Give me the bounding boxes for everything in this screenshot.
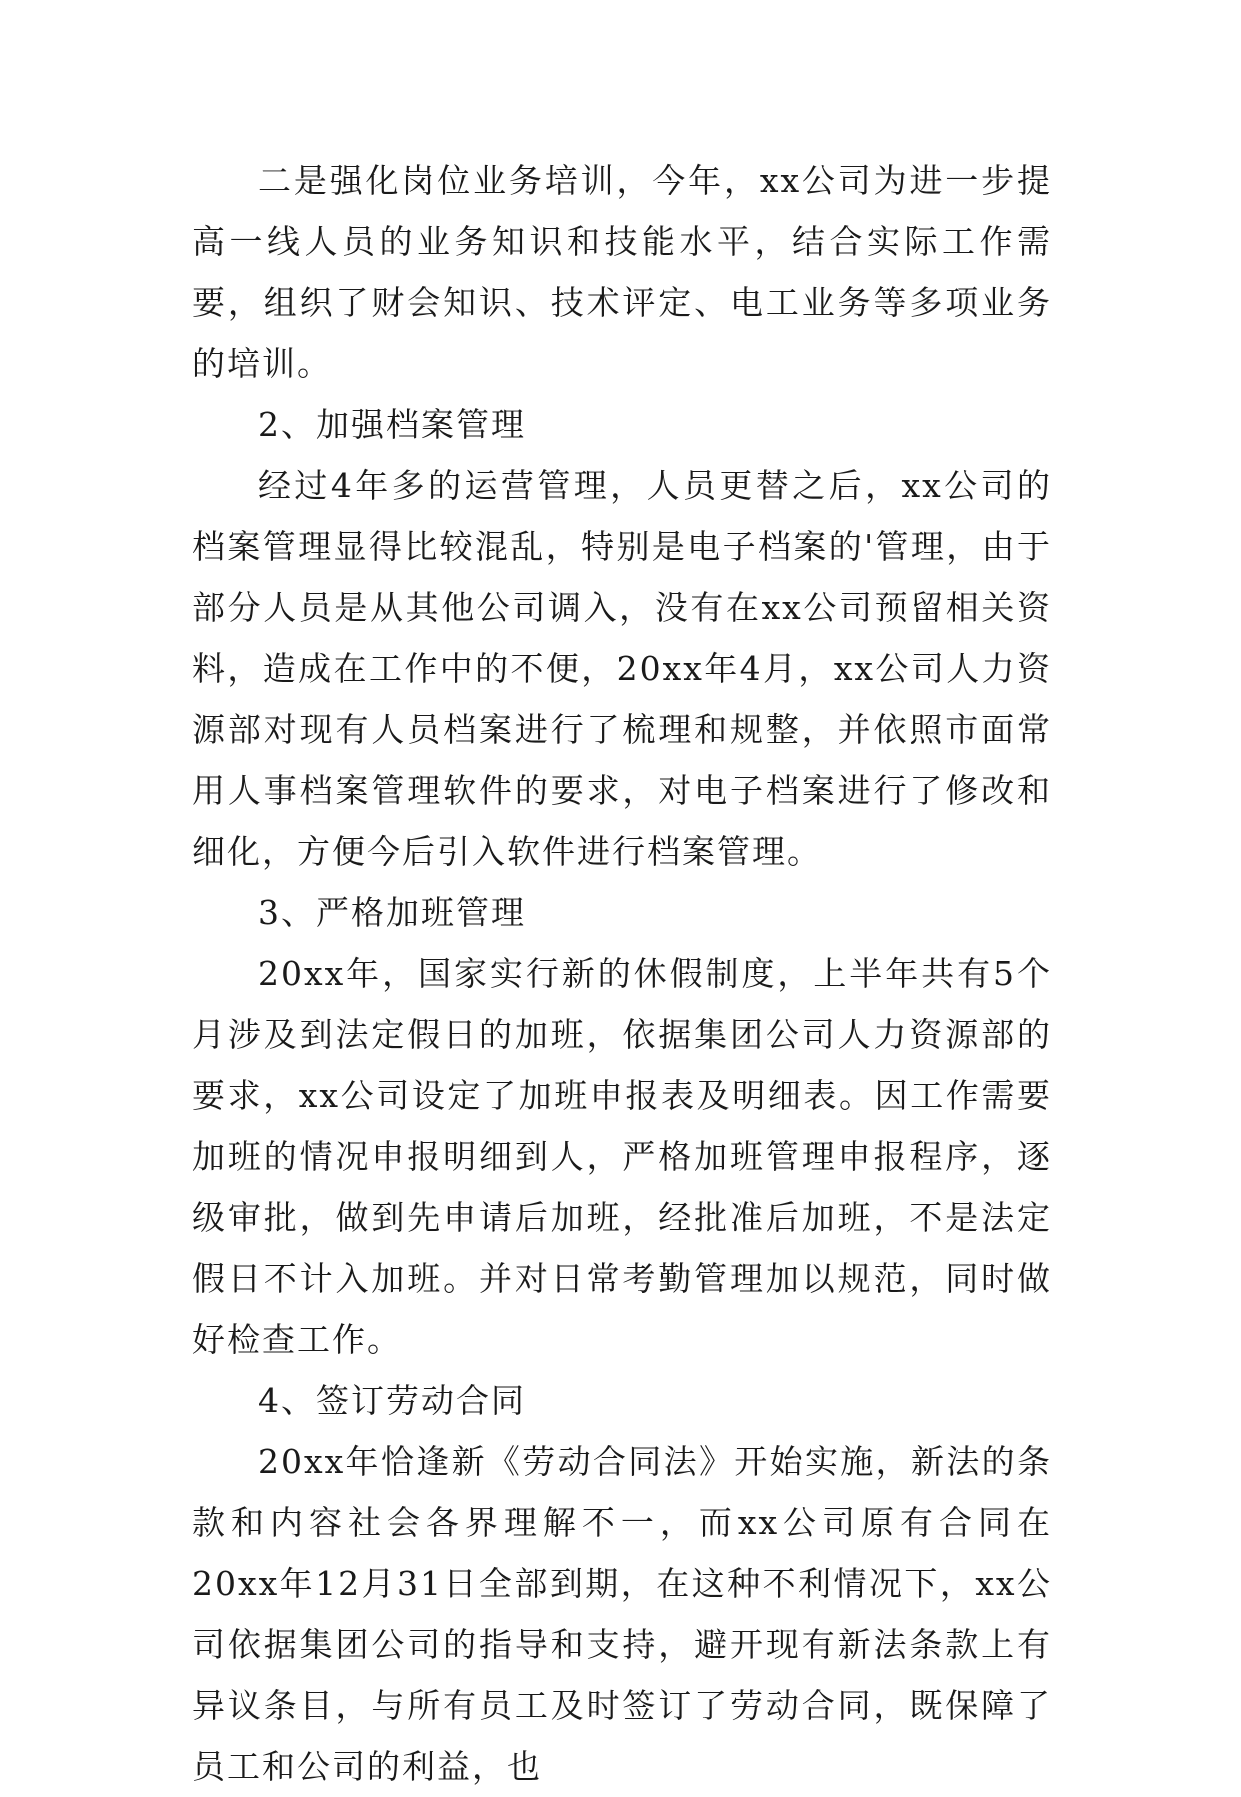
paragraph-overtime: 20xx年，国家实行新的休假制度，上半年共有5个月涉及到法定假日的加班，依据集团公司人力资源部的要求，xx公司设定了加班申报表及明细表。因工作需要加班的情况申报明细到人，严格加班管理申报程序，逐级审批，做到先申请后加班，经批准后加班，不是法定假日不计入加班。并对日常考勤管理加以规范，同时做好检查工作。 bbox=[192, 954, 1052, 1359]
heading-labor-contract: 4、签订劳动合同 bbox=[258, 1381, 526, 1420]
paragraph-training: 二是强化岗位业务培训，今年，xx公司为进一步提高一线人员的业务知识和技能水平，结合实际工作需要，组织了财会知识、技术评定、电工业务等多项业务的培训。 bbox=[192, 161, 1052, 383]
paragraph-labor-contract: 20xx年恰逢新《劳动合同法》开始实施，新法的条款和内容社会各界理解不一，而xx公司原有合同在20xx年12月31日全部到期，在这种不利情况下，xx公司依据集团公司的指导和支持，避开现有新法条款上有异议条目，与所有员工及时签订了劳动合同，既保障了员工和公司的利益，也 bbox=[192, 1442, 1052, 1786]
document-body bbox=[192, 150, 1052, 1797]
heading-overtime-management: 3、严格加班管理 bbox=[258, 893, 526, 932]
paragraph-archive: 经过4年多的运营管理，人员更替之后，xx公司的档案管理显得比较混乱，特别是电子档案的'管理，由于部分人员是从其他公司调入，没有在xx公司预留相关资料，造成在工作中的不便，20xx年4月，xx公司人力资源部对现有人员档案进行了梳理和规整，并依照市面常用人事档案管理软件的要求，对电子档案进行了修改和细化，方便今后引入软件进行档案管理。 bbox=[192, 466, 1052, 871]
heading-archive-management: 2、加强档案管理 bbox=[258, 405, 526, 444]
